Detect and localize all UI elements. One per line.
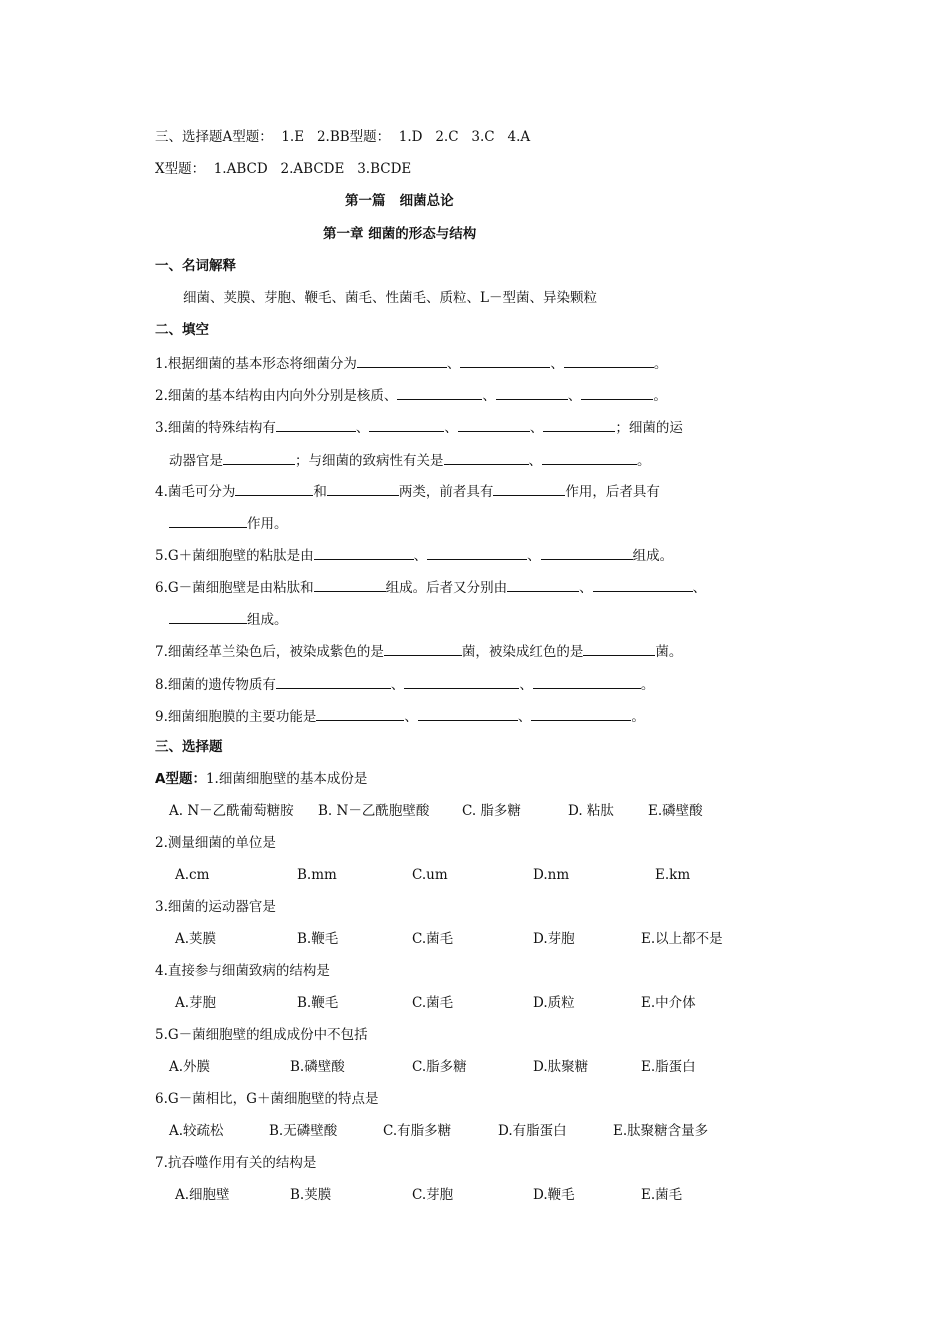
blank[interactable] bbox=[496, 385, 568, 400]
fill-q6-cont: 组成。 bbox=[169, 609, 288, 629]
option[interactable]: B.磷壁酸 bbox=[290, 1059, 345, 1075]
part-title: 第一篇 细菌总论 bbox=[345, 193, 454, 209]
option[interactable]: D.有脂蛋白 bbox=[498, 1123, 567, 1139]
mc-question-3: 3.细菌的运动器官是 bbox=[155, 899, 276, 915]
option[interactable]: E.中介体 bbox=[641, 995, 696, 1011]
option[interactable]: A.较疏松 bbox=[169, 1123, 224, 1139]
option[interactable]: E.km bbox=[655, 867, 691, 883]
option[interactable]: C. 脂多糖 bbox=[462, 803, 521, 819]
option[interactable]: A.外膜 bbox=[169, 1059, 211, 1075]
blank[interactable] bbox=[397, 385, 482, 400]
fill-q1: 1.根据细菌的基本形态将细菌分为 、 、 。 bbox=[155, 353, 667, 373]
blank[interactable] bbox=[541, 545, 633, 560]
fill-q6: 6.G－菌细胞壁是由粘肽和 组成。后者又分别由 、 、 bbox=[155, 577, 706, 597]
option[interactable]: C.有脂多糖 bbox=[383, 1123, 452, 1139]
option[interactable]: A.细胞壁 bbox=[175, 1187, 230, 1203]
fill-q8: 8.细菌的遗传物质有 、 、 。 bbox=[155, 674, 654, 694]
option[interactable]: D.nm bbox=[533, 867, 570, 883]
option[interactable]: D. 粘肽 bbox=[568, 803, 614, 819]
option[interactable]: E.磷壁酸 bbox=[648, 803, 703, 819]
fill-q3-cont: 动器官是 ；与细菌的致病性有关是 、 。 bbox=[169, 450, 651, 470]
option[interactable]: D.芽胞 bbox=[533, 931, 575, 947]
option[interactable]: B.荚膜 bbox=[290, 1187, 332, 1203]
blank[interactable] bbox=[369, 417, 444, 432]
blank[interactable] bbox=[583, 641, 655, 656]
option[interactable]: C.脂多糖 bbox=[412, 1059, 467, 1075]
answer-line-1: 三、选择题A型题： 1.E 2.BB型题： 1.D 2.C 3.C 4.A bbox=[155, 129, 531, 145]
answer-line-2: X型题： 1.ABCD 2.ABCDE 3.BCDE bbox=[155, 161, 412, 177]
blank[interactable] bbox=[581, 385, 653, 400]
option[interactable]: B.mm bbox=[297, 867, 337, 883]
fill-q4: 4.菌毛可分为 和 两类，前者具有 作用，后者具有 bbox=[155, 481, 660, 501]
blank[interactable] bbox=[384, 641, 462, 656]
fill-q3: 3.细菌的特殊结构有 、 、 、 ；细菌的运 bbox=[155, 417, 683, 437]
option[interactable]: E.菌毛 bbox=[641, 1187, 683, 1203]
option[interactable]: B.鞭毛 bbox=[297, 995, 339, 1011]
blank[interactable] bbox=[460, 353, 550, 368]
mc-question-2: 2.测量细菌的单位是 bbox=[155, 835, 276, 851]
option[interactable]: D.质粒 bbox=[533, 995, 575, 1011]
option[interactable]: A.芽胞 bbox=[175, 995, 217, 1011]
blank[interactable] bbox=[316, 706, 404, 721]
fill-q9: 9.细菌细胞膜的主要功能是 、 、 。 bbox=[155, 706, 645, 726]
option[interactable]: C.芽胞 bbox=[412, 1187, 454, 1203]
blank[interactable] bbox=[327, 481, 399, 496]
option[interactable]: B. N－乙酰胞壁酸 bbox=[318, 803, 430, 819]
option[interactable]: C.菌毛 bbox=[412, 995, 454, 1011]
blank[interactable] bbox=[427, 545, 527, 560]
blank[interactable] bbox=[564, 353, 654, 368]
mc-question-5: 5.G－菌细胞壁的组成成份中不包括 bbox=[155, 1027, 368, 1043]
blank[interactable] bbox=[493, 481, 565, 496]
blank[interactable] bbox=[314, 577, 386, 592]
blank[interactable] bbox=[276, 674, 391, 689]
option[interactable]: A. N－乙酰葡萄糖胺 bbox=[169, 803, 294, 819]
option[interactable]: A.荚膜 bbox=[175, 931, 217, 947]
option[interactable]: E.以上都不是 bbox=[641, 931, 723, 947]
mc-question-4: 4.直接参与细菌致病的结构是 bbox=[155, 963, 330, 979]
option[interactable]: E.肽聚糖含量多 bbox=[613, 1123, 709, 1139]
blank[interactable] bbox=[593, 577, 693, 592]
blank[interactable] bbox=[533, 674, 641, 689]
blank[interactable] bbox=[458, 417, 530, 432]
option[interactable]: D.鞭毛 bbox=[533, 1187, 575, 1203]
option[interactable]: B.无磷壁酸 bbox=[269, 1123, 338, 1139]
option[interactable]: D.肽聚糖 bbox=[533, 1059, 589, 1075]
blank[interactable] bbox=[542, 450, 637, 465]
chapter-title: 第一章 细菌的形态与结构 bbox=[323, 226, 477, 242]
option[interactable]: A.cm bbox=[175, 867, 210, 883]
mc-question-7: 7.抗吞噬作用有关的结构是 bbox=[155, 1155, 317, 1171]
fill-q4-cont: 作用。 bbox=[169, 513, 288, 533]
option[interactable]: B.鞭毛 bbox=[297, 931, 339, 947]
mc-question-6: 6.G－菌相比，G＋菌细胞壁的特点是 bbox=[155, 1091, 379, 1107]
blank[interactable] bbox=[543, 417, 615, 432]
fill-q2: 2.细菌的基本结构由内向外分别是核质、 、 、 。 bbox=[155, 385, 667, 405]
blank[interactable] bbox=[223, 450, 295, 465]
option[interactable]: C.um bbox=[412, 867, 448, 883]
option[interactable]: E.脂蛋白 bbox=[641, 1059, 696, 1075]
mc-question-1: A型题：1.细菌细胞壁的基本成份是 bbox=[155, 771, 368, 787]
blank[interactable] bbox=[444, 450, 529, 465]
blank[interactable] bbox=[531, 706, 631, 721]
blank[interactable] bbox=[507, 577, 579, 592]
blank[interactable] bbox=[169, 609, 247, 624]
fill-q5: 5.G＋菌细胞壁的粘肽是由 、 、 组成。 bbox=[155, 545, 673, 565]
section3-heading: 三、选择题 bbox=[155, 739, 223, 755]
section2-heading: 二、填空 bbox=[155, 322, 209, 338]
blank[interactable] bbox=[314, 545, 414, 560]
section1-terms: 细菌、荚膜、芽胞、鞭毛、菌毛、性菌毛、质粒、L－型菌、异染颗粒 bbox=[183, 290, 597, 306]
type-label: A型题： bbox=[155, 771, 206, 787]
fill-q7: 7.细菌经革兰染色后，被染成紫色的是 菌，被染成红色的是 菌。 bbox=[155, 641, 682, 661]
blank[interactable] bbox=[276, 417, 356, 432]
blank[interactable] bbox=[169, 513, 247, 528]
section1-heading: 一、名词解释 bbox=[155, 258, 236, 274]
blank[interactable] bbox=[418, 706, 518, 721]
blank[interactable] bbox=[404, 674, 519, 689]
blank[interactable] bbox=[235, 481, 313, 496]
q1-text: 1.根据细菌的基本形态将细菌分为 bbox=[155, 356, 357, 372]
option[interactable]: C.菌毛 bbox=[412, 931, 454, 947]
blank[interactable] bbox=[357, 353, 447, 368]
